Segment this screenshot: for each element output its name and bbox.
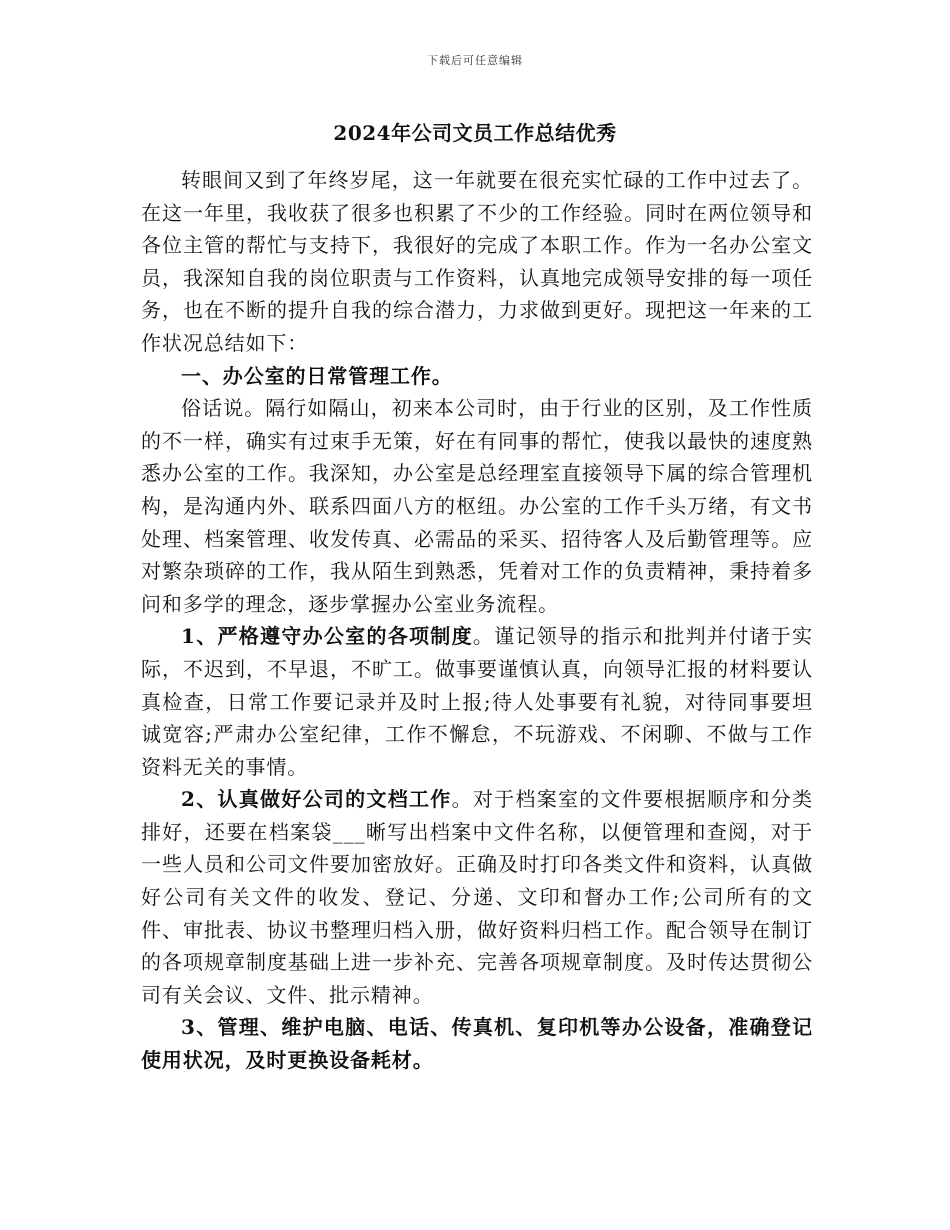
item-paragraph-office-rules xyxy=(141,620,813,783)
section-heading-daily-management: 一、办公室的日常管理工作。 xyxy=(181,363,453,388)
item-lead-office-rules: 1、严格遵守办公室的各项制度 xyxy=(181,624,473,649)
page-header-note: 下载后可任意编辑 xyxy=(427,54,523,67)
item-body-office-rules: 。谨记领导的指示和批判并付诸于实际，不迟到，不早退，不旷工。做事要谨慎认真，向领导汇报的材料要认真检查，日常工作要记录并及时上报;待人处事要有礼貌，对待同事要坦诚宽容;严肃办公室纪律，工作不懈怠，不玩游戏、不闲聊、不做与工作资料无关的事情。 xyxy=(141,624,813,779)
section-paragraph-daily-management: 俗话说。隔行如隔山，初来本公司时，由于行业的区别，及工作性质的不一样，确实有过束手无策，好在有同事的帮忙，使我以最快的速度熟悉办公室的工作。我深知，办公室是总经理室直接领导下属的综合管理机构，是沟通内外、联系四面八方的枢纽。办公室的工作千头万绪，有文书处理、档案管理、收发传真、必需品的采买、招待客人及后勤管理等。应对繁杂琐碎的工作，我从陌生到熟悉，凭着对工作的负责精神，秉持着多问和多学的理念，逐步掌握办公室业务流程。 xyxy=(141,396,813,616)
intro-paragraph: 转眼间又到了年终岁尾，这一年就要在很充实忙碌的工作中过去了。在这一年里，我收获了很多也积累了不少的工作经验。同时在两位领导和各位主管的帮忙与支持下，我很好的完成了本职工作。作为一名办公室文员，我深知自我的岗位职责与工作资料，认真地完成领导安排的每一项任务，也在不断的提升自我的综合潜力，力求做到更好。现把这一年来的工作状况总结如下： xyxy=(141,168,813,355)
item-paragraph-document-work xyxy=(141,783,813,1011)
item-body-document-work: 。对于档案室的文件要根据顺序和分类排好，还要在档案袋___晰写出档案中文件名称，以便管理和查阅，对于一些人员和公司文件要加密放好。正确及时打印各类文件和资料，认真做好公司有关文件的收发、登记、分递、文印和督办工作;公司所有的文件、审批表、协议书整理归档入册，做好资料归档工作。配合领导在制订的各项规章制度基础上进一步补充、完善各项规章制度。及时传达贯彻公司有关会议、文件、批示精神。 xyxy=(141,787,813,1007)
document-title: 2024年公司文员工作总结优秀 xyxy=(333,121,617,145)
item-lead-document-work: 2、认真做好公司的文档工作 xyxy=(181,787,452,812)
document-body xyxy=(141,164,813,1077)
item-paragraph-office-equipment: 3、管理、维护电脑、电话、传真机、复印机等办公设备，准确登记使用状况，及时更换设备耗材。 xyxy=(141,1015,813,1073)
